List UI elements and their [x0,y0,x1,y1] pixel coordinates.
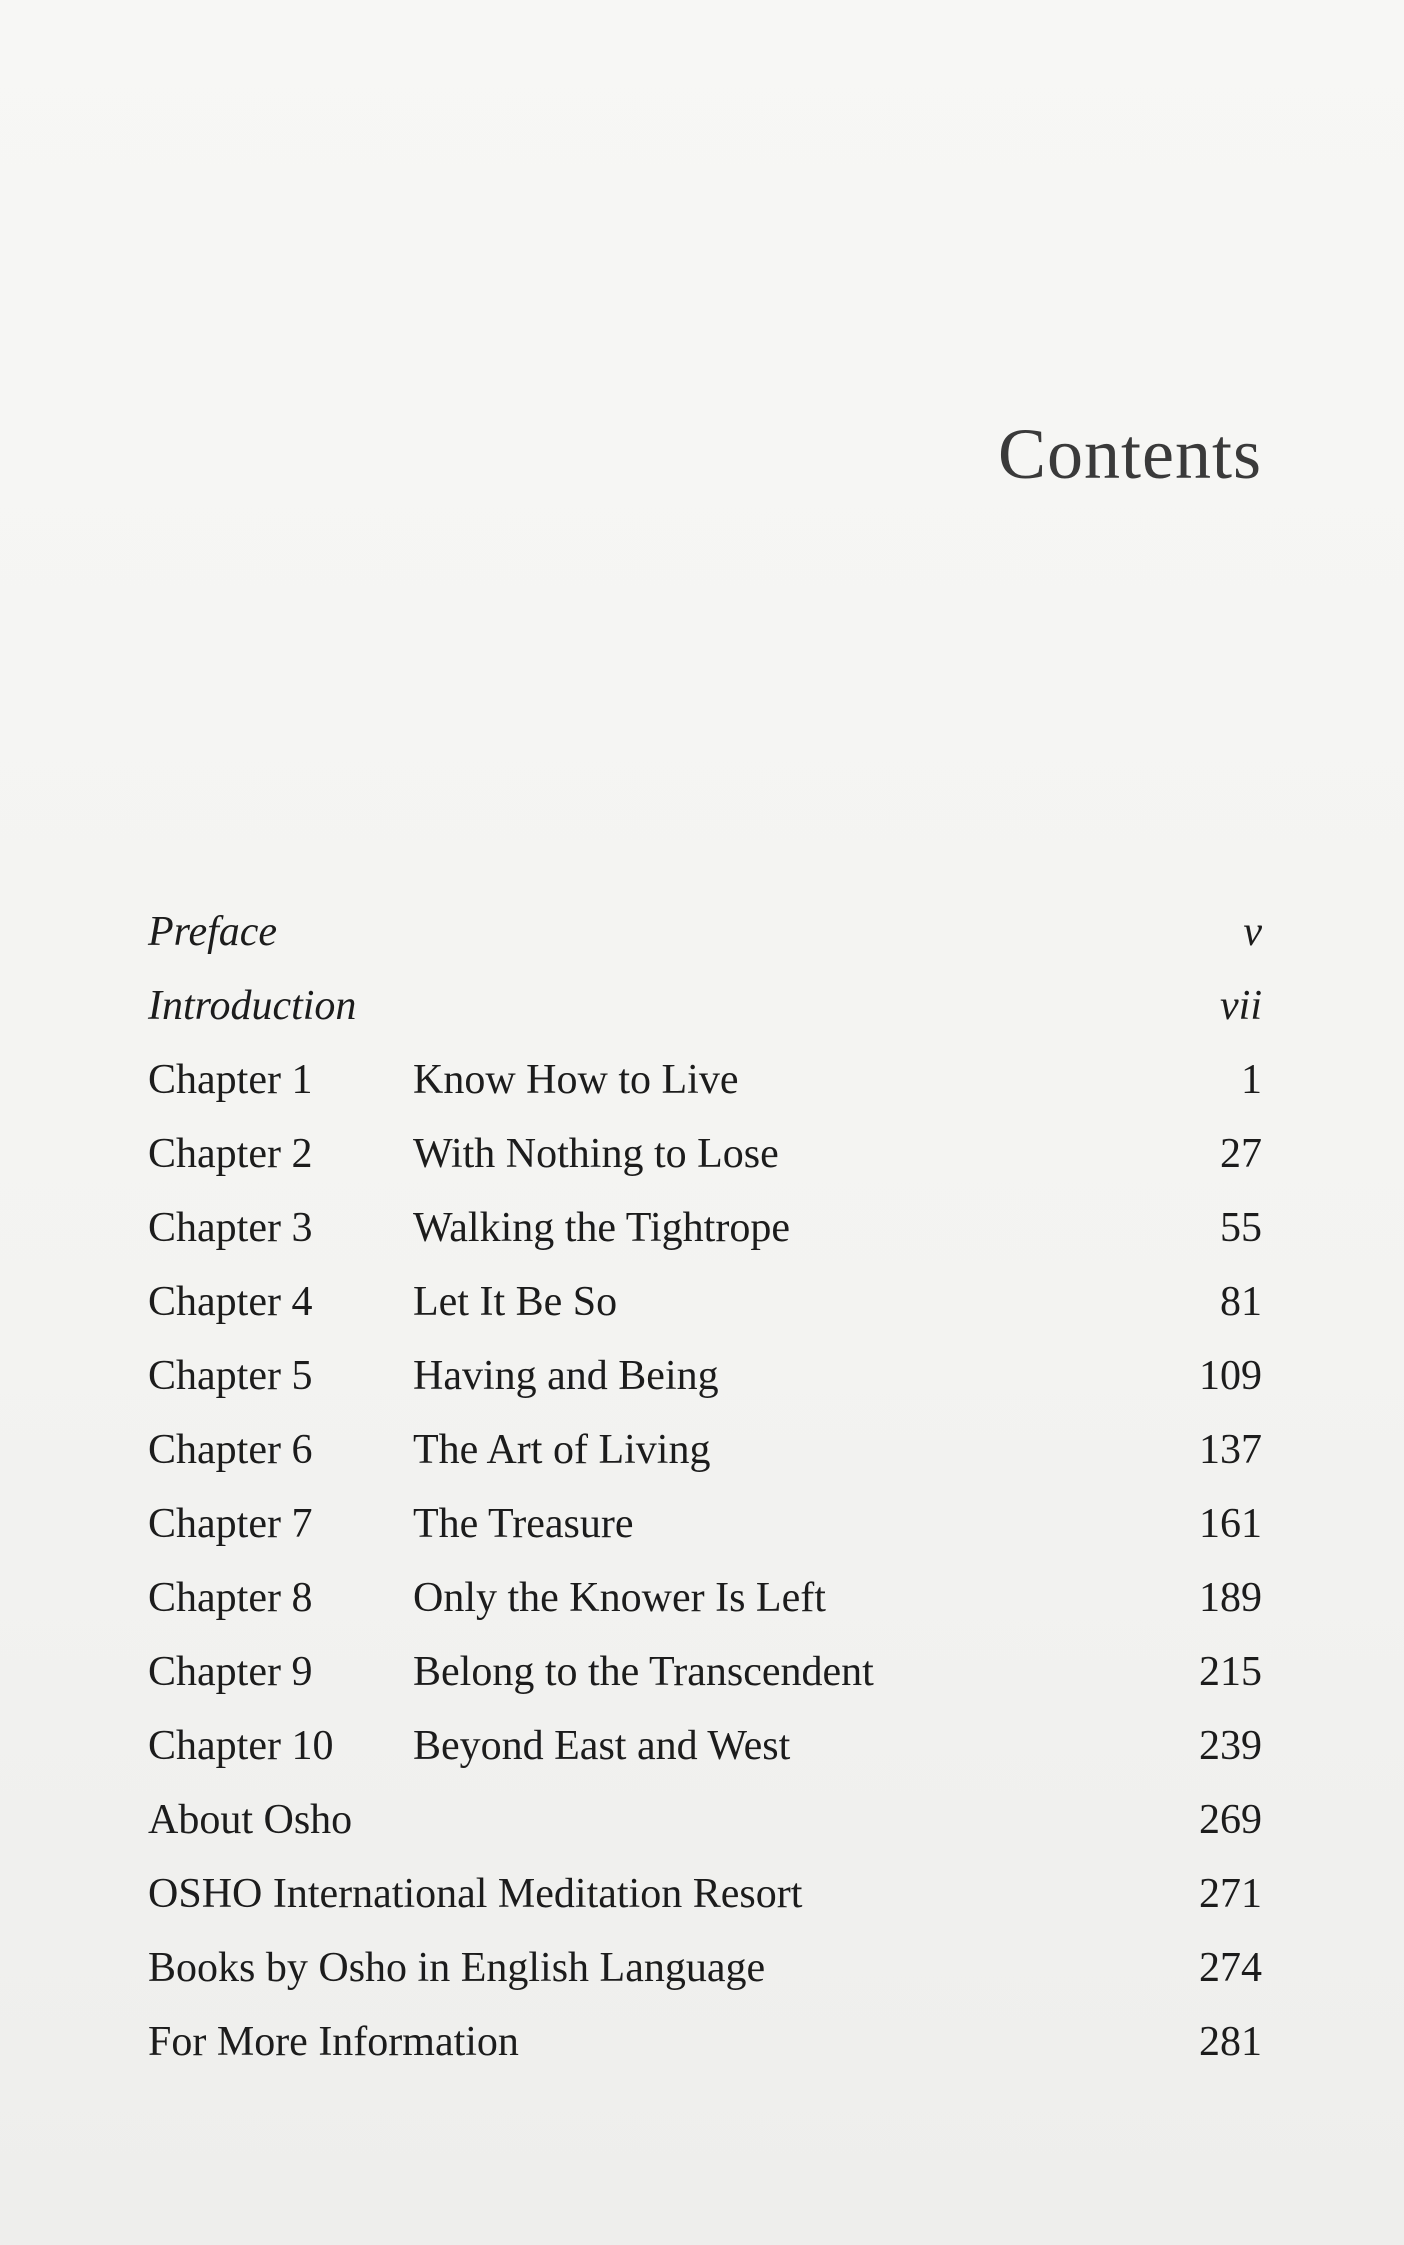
toc-entry-label: Chapter 9 [148,1649,313,1695]
toc-entry-title: Only the Knower Is Left [413,1575,826,1621]
toc-entry-page-number: 161 [1199,1501,1262,1547]
toc-entry-about-osho [148,1783,1262,1857]
toc-entry-label: Chapter 7 [148,1501,313,1547]
toc-entry-label: Chapter 5 [148,1353,313,1399]
toc-entry-books-by-osho [148,1931,1262,2005]
toc-entry-title: Beyond East and West [413,1723,791,1769]
toc-entry-title: Walking the Tightrope [413,1205,790,1251]
toc-entry-page-number: 81 [1220,1279,1262,1325]
toc-entry-page-number: 269 [1199,1797,1262,1843]
toc-entry-chapter-2 [148,1117,1262,1191]
toc-entry-label: Chapter 2 [148,1131,313,1177]
toc-entry-chapter-5 [148,1339,1262,1413]
toc-entry-page-number: 189 [1199,1575,1262,1621]
toc-entry-label: Preface [148,909,278,955]
toc-entry-page-number: vii [1220,983,1262,1029]
toc-entry-chapter-6 [148,1413,1262,1487]
table-of-contents [148,895,1262,2079]
toc-entry-chapter-3 [148,1191,1262,1265]
toc-entry-page-number: 281 [1199,2019,1262,2065]
toc-entry-label: Chapter 8 [148,1575,313,1621]
toc-entry-label: Chapter 4 [148,1279,313,1325]
toc-entry-page-number: 274 [1199,1945,1262,1991]
toc-entry-page-number: 55 [1220,1205,1262,1251]
toc-entry-chapter-7 [148,1487,1262,1561]
toc-entry-page-number: 271 [1199,1871,1262,1917]
toc-entry-title: With Nothing to Lose [413,1131,779,1177]
toc-entry-label: Chapter 6 [148,1427,313,1473]
toc-entry-more-information [148,2005,1262,2079]
toc-entry-label: For More Information [148,2019,519,2065]
toc-entry-page-number: 109 [1199,1353,1262,1399]
toc-entry-chapter-10 [148,1709,1262,1783]
toc-entry-label: OSHO International Meditation Resort [148,1871,803,1917]
toc-entry-label: Introduction [148,983,357,1029]
toc-entry-label: Chapter 1 [148,1057,313,1103]
toc-entry-title: Let It Be So [413,1279,618,1325]
toc-entry-preface [148,895,1262,969]
toc-entry-meditation-resort [148,1857,1262,1931]
toc-entry-label: Chapter 3 [148,1205,313,1251]
toc-entry-title: Having and Being [413,1353,719,1399]
toc-entry-chapter-9 [148,1635,1262,1709]
toc-entry-page-number: 27 [1220,1131,1262,1177]
toc-entry-label: Chapter 10 [148,1723,334,1769]
toc-entry-title: Know How to Live [413,1057,739,1103]
toc-entry-page-number: v [1243,909,1262,955]
toc-entry-chapter-8 [148,1561,1262,1635]
toc-entry-chapter-1 [148,1043,1262,1117]
toc-entry-label: Books by Osho in English Language [148,1945,766,1991]
page-title: Contents [997,414,1262,494]
toc-entry-page-number: 239 [1199,1723,1262,1769]
toc-entry-title: The Art of Living [413,1427,711,1473]
toc-entry-chapter-4 [148,1265,1262,1339]
toc-entry-page-number: 1 [1241,1057,1262,1103]
toc-entry-title: Belong to the Transcendent [413,1649,874,1695]
toc-entry-page-number: 215 [1199,1649,1262,1695]
toc-entry-page-number: 137 [1199,1427,1262,1473]
toc-entry-introduction [148,969,1262,1043]
toc-entry-title: The Treasure [413,1501,634,1547]
toc-entry-label: About Osho [148,1797,353,1843]
